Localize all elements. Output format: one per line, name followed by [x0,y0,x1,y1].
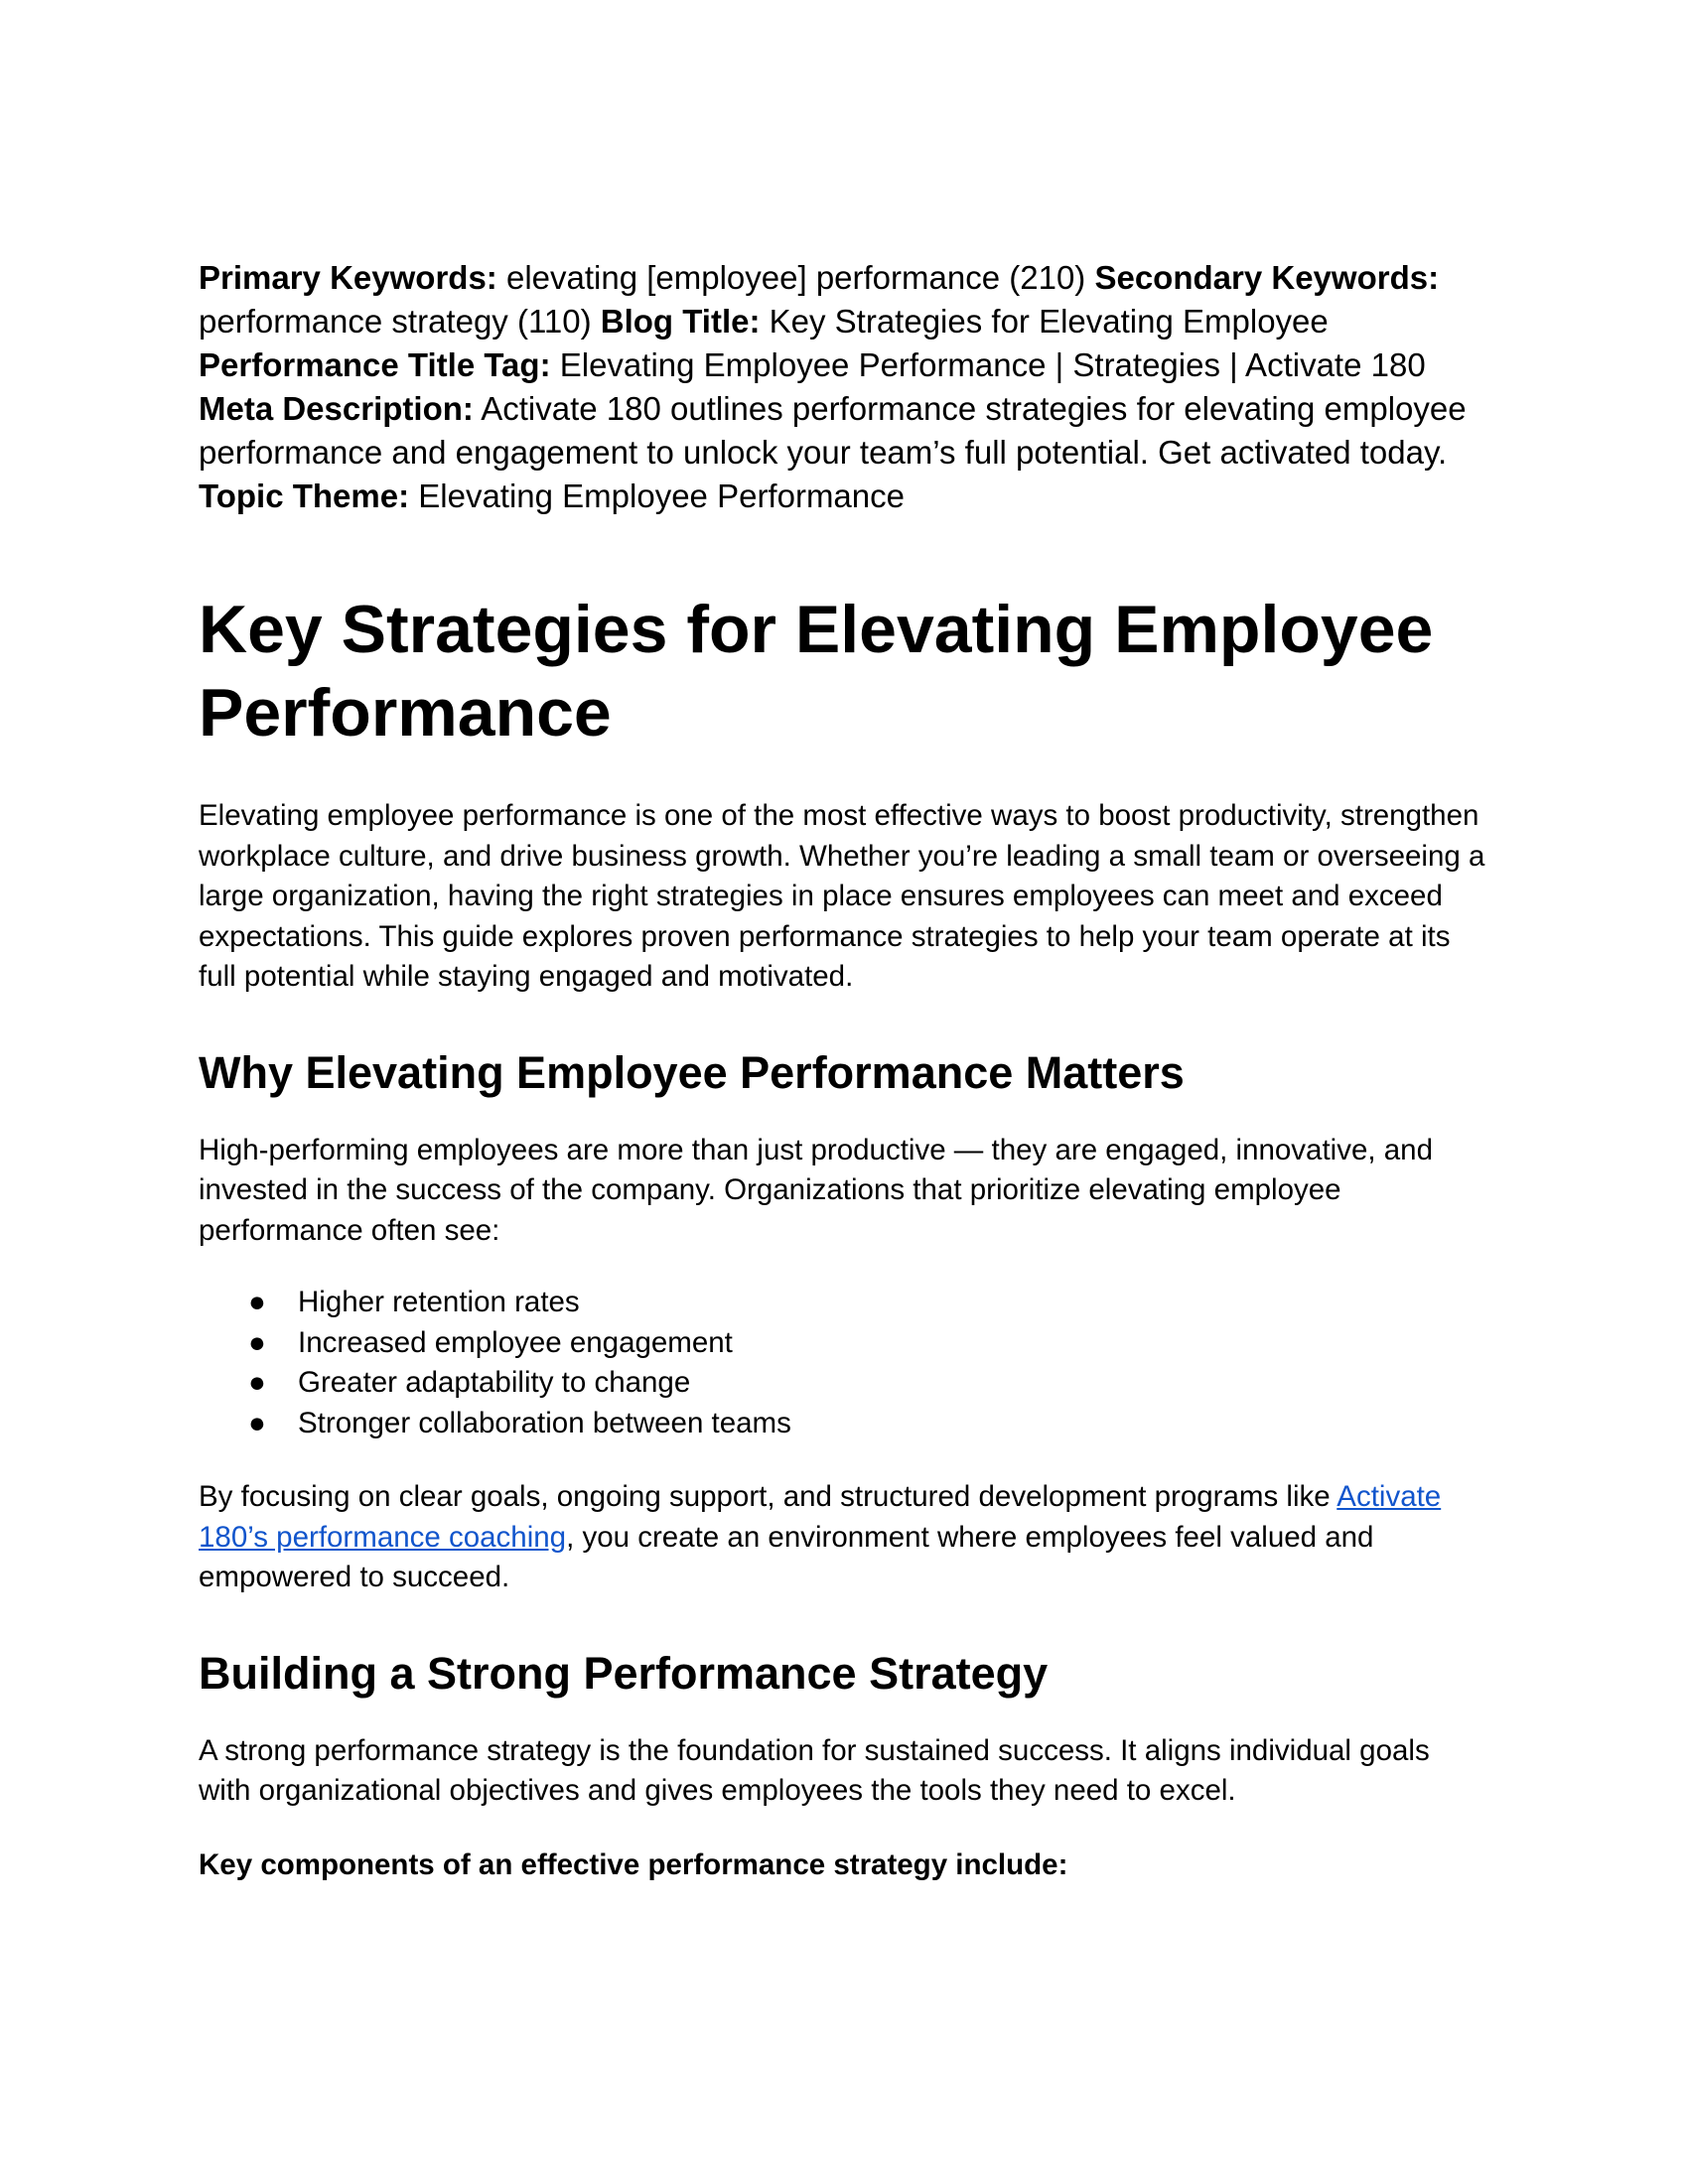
strategy-paragraph: A strong performance strategy is the foundation for sustained success. It aligns individual goals with organizational objectives and gives employees the tools they need to excel. [199,1733,1430,1807]
list-item-text: Greater adaptability to change [298,1366,691,1399]
title-tag-label: Title Tag: [398,346,551,383]
section-heading-strategy: Building a Strong Performance Strategy [199,1647,1049,1699]
why-paragraph: High-performing employees are more than just productive — they are engaged, innovative, and invested in the success of the company. Organizations that prioritize elevating employee performance often see: [199,1133,1433,1247]
list-item [199,1283,1489,1323]
seo-metadata-block [199,256,1489,518]
primary-keywords-label: Primary Keywords: [199,259,497,296]
topic-theme-label: Topic Theme: [199,478,410,514]
list-item-text: Increased employee engagement [298,1325,733,1359]
focus-paragraph [199,1477,1489,1598]
focus-text-after: , you create an environment where employees feel valued and empowered to succeed. [199,1520,1374,1593]
bullet-icon: ● [248,1286,266,1318]
intro-paragraph: Elevating employee performance is one of the most effective ways to boost productivity, strengthen workplace culture, and drive business growth. Whether you’re leading a small team or overseeing a large organization, having the right strategies in place ensures employees can meet and exceed expectations. This guide explores proven performance strategies to help your team operate at its full potential while staying engaged and motivated. [199,799,1485,993]
meta-description-label: Meta Description: [199,390,474,427]
bullet-icon: ● [248,1325,266,1359]
focus-text-before: By focusing on clear goals, ongoing support, and structured development programs like [199,1480,1337,1513]
performance-coaching-link[interactable]: Activate 180’s performance coaching [199,1480,1442,1554]
topic-theme-value: Elevating Employee Performance [409,478,905,514]
list-item [199,1363,1489,1404]
list-item-text: Stronger collaboration between teams [298,1406,791,1439]
bullet-icon: ● [248,1406,266,1439]
secondary-keywords-value: performance strategy (110) [199,303,601,340]
meta-description-value: Activate 180 outlines performance strategies for elevating employee performance and engagement to unlock your team’s full potential. Get activated today. [199,390,1467,471]
blog-title-value-end: Performance [199,346,399,383]
bullet-icon: ● [248,1366,266,1399]
secondary-keywords-label: Secondary Keywords: [1094,259,1440,296]
key-components-heading: Key components of an effective performance strategy include: [199,1847,1068,1881]
page-title: Key Strategies for Elevating Employee Performance [199,592,1434,751]
title-tag-value: Elevating Employee Performance | Strategies | Activate 180 [550,346,1426,383]
list-item [199,1404,1489,1444]
list-item-text: Higher retention rates [298,1286,580,1318]
document-page [199,256,1489,1885]
blog-title-value: Key Strategies for Elevating Employee [760,303,1329,340]
primary-keywords-value: elevating [employee] performance (210) [496,259,1095,296]
section-heading-why: Why Elevating Employee Performance Matters [199,1046,1185,1098]
benefits-list [199,1283,1489,1443]
blog-title-label: Blog Title: [600,303,761,340]
list-item [199,1323,1489,1364]
